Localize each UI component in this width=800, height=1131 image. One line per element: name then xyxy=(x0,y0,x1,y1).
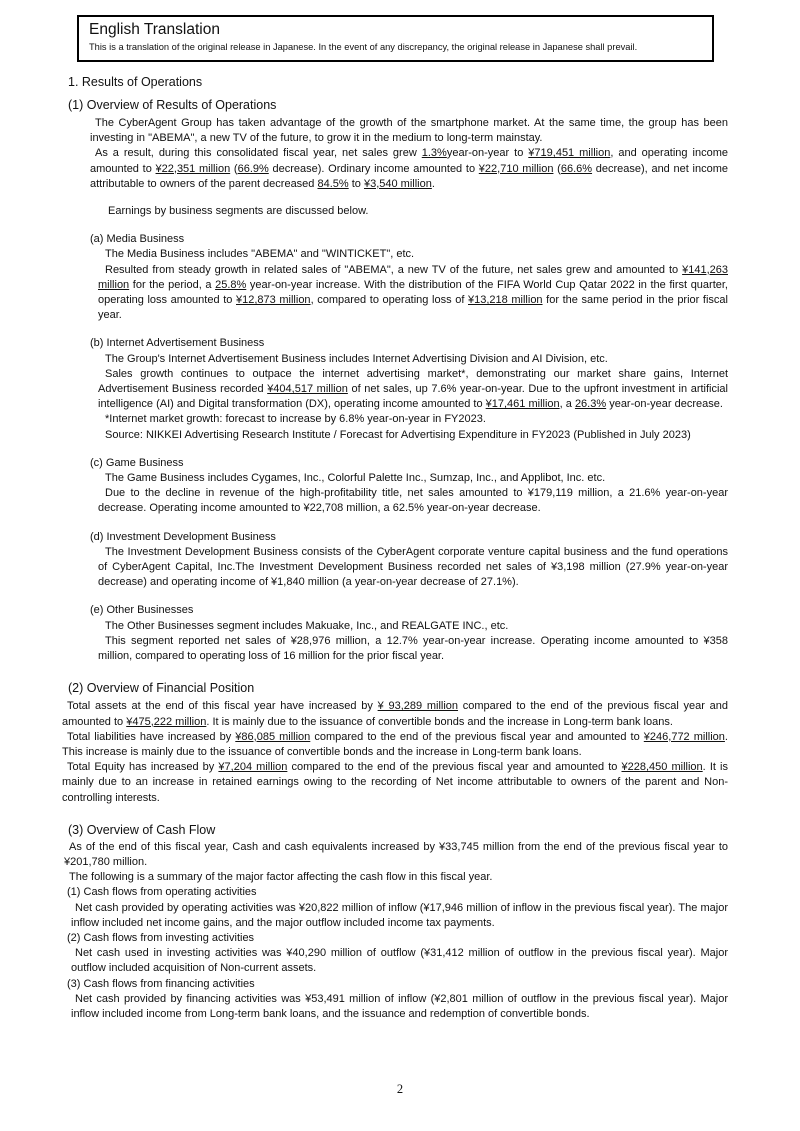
segment-label: (a) Media Business xyxy=(90,233,185,246)
paragraph: As of the end of this fiscal year, Cash and cash equivalents increased by ¥33,745 million from the end of the previous fiscal year to ¥201,780 million. xyxy=(64,840,728,868)
business-segment xyxy=(62,336,728,442)
paragraph: Net cash provided by financing activities was ¥53,491 million of inflow (¥2,801 million of outflow in the previous fiscal year). Major inflow included income from Long-term bank loans, and the issuance and redemption of convertible bonds. xyxy=(71,992,728,1020)
cash-flow-item-label: (3) Cash flows from financing activities xyxy=(67,977,255,990)
business-segment xyxy=(62,456,728,517)
segment-label: (c) Game Business xyxy=(90,456,184,469)
paragraph: Net cash used in investing activities was ¥40,290 million of outflow (¥31,412 million of outflow in the previous fiscal year). Major outflow included acquisition of Non-current assets. xyxy=(71,947,728,975)
segment-body xyxy=(62,352,728,443)
paragraph: Earnings by business segments are discussed below. xyxy=(108,205,369,218)
segment-label: (e) Other Businesses xyxy=(90,604,194,617)
translation-notice-title: English Translation xyxy=(89,21,220,38)
paragraph: Total liabilities have increased by ¥86,085 million compared to the end of the previous fiscal year and amounted to ¥246,772 million. This increase is mainly due to the issuance of convertible bonds and the increase in Long-term bank loans. xyxy=(62,730,728,758)
section-heading-cash-flow: (3) Overview of Cash Flow xyxy=(68,822,216,837)
paragraph: Total Equity has increased by ¥7,204 million compared to the end of the previous fiscal year and amounted to ¥228,450 million. It is mainly due to an increase in retained earnings owing to the recording of Net income attributable to owners of the parent and Non-controlling interests. xyxy=(62,761,729,804)
cash-flow-item xyxy=(62,885,728,931)
page-number: 2 xyxy=(396,1082,404,1096)
business-segment xyxy=(62,530,728,591)
section-cash-flow xyxy=(62,822,728,1022)
cash-flow-item-label: (2) Cash flows from investing activities xyxy=(67,931,255,944)
paragraph: Sales growth continues to outpace the internet advertising market*, demonstrating our market share gains, Internet Advertisement Business recorded ¥404,517 million of net sales, up 7.6% year-on-year. Due to the upfront investment in artificial intelligence (AI) and Digital transformation (DX), operating income amounted to ¥17,461 million, a 26.3% year-on-year decrease. xyxy=(98,367,728,411)
translation-notice-box xyxy=(77,15,714,62)
segment-label: (b) Internet Advertisement Business xyxy=(90,337,265,350)
paragraph: The following is a summary of the major factor affecting the cash flow in this fiscal year. xyxy=(69,871,493,884)
cash-flow-item xyxy=(62,977,728,1023)
segment-body xyxy=(62,545,728,591)
section-financial-position xyxy=(62,680,728,805)
paragraph: Net cash provided by operating activities was ¥20,822 million of inflow (¥17,946 million of inflow in the previous fiscal year). The major inflow included net income gains, and the major outflow included income tax payments. xyxy=(71,901,728,929)
paragraph: This segment reported net sales of ¥28,976 million, a 12.7% year-on-year increase. Operating income amounted to ¥358 million, compared to operating loss of 16 million for the prior fiscal year. xyxy=(98,634,728,663)
segment-body xyxy=(62,247,728,323)
section-heading-overview-results: (1) Overview of Results of Operations xyxy=(68,98,277,112)
business-segment xyxy=(62,232,728,323)
paragraph: *Internet market growth: forecast to increase by 6.8% year-on-year in FY2023. xyxy=(105,413,486,426)
segment-body xyxy=(62,619,728,665)
cash-flow-item-label: (1) Cash flows from operating activities xyxy=(67,886,257,899)
translation-notice-text: This is a translation of the original release in Japanese. In the event of any discrepancy, the original release in Japanese shall prevail. xyxy=(89,42,638,52)
paragraph: The CyberAgent Group has taken advantage of the growth of the smartphone market. At the same time, the group has been investing in "ABEMA", a new TV of the future, to grow it in the medium to long-term mainstay. xyxy=(90,117,728,145)
paragraph: The Other Businesses segment includes Makuake, Inc., and REALGATE INC., etc. xyxy=(105,619,509,632)
paragraph: As a result, during this consolidated fiscal year, net sales grew 1.3%year-on-year to ¥719,451 million, and operating income amounted to ¥22,351 million (66.9% decrease). Ordinary income amounted to ¥22,710 million (66.6% decrease), and net income attributable to owners of the parent decreased 84.5% to ¥3,540 million. xyxy=(90,147,728,190)
section-heading-financial-position: (2) Overview of Financial Position xyxy=(68,681,255,696)
paragraph: The Game Business includes Cygames, Inc., Colorful Palette Inc., Sumzap, Inc., and Applibot, Inc. etc. xyxy=(105,472,606,485)
cash-flow-item xyxy=(62,931,728,977)
business-segment xyxy=(62,603,728,664)
paragraph: Resulted from steady growth in related sales of "ABEMA", a new TV of the future, net sales grew and amounted to ¥141,263 million for the period, a 25.8% year-on-year increase. With the distribution of the FIFA World Cup Qatar 2022 in the first quarter, operating loss amounted to ¥12,873 million, compared to operating loss of ¥13,218 million for the same period in the prior fiscal year. xyxy=(98,263,728,322)
segment-body xyxy=(62,471,728,517)
paragraph: The Group's Internet Advertisement Business includes Internet Advertising Division and AI Division, etc. xyxy=(105,352,608,365)
section-overview-results xyxy=(62,97,728,664)
segment-label: (d) Investment Development Business xyxy=(90,530,276,543)
paragraph: Source: NIKKEI Advertising Research Institute / Forecast for Advertising Expenditure in FY2023 (Published in July 2023) xyxy=(105,428,691,441)
paragraph: Due to the decline in revenue of the high-profitability title, net sales amounted to ¥179,119 million, a 21.6% year-on-year decrease. Operating income amounted to ¥22,708 million, a 62.5% year-on-year decrease. xyxy=(98,487,728,515)
main-heading-results-of-operations: 1. Results of Operations xyxy=(68,75,203,89)
paragraph: Total assets at the end of this fiscal year have increased by ¥ 93,289 million compared to the end of the previous fiscal year and amounted to ¥475,222 million. It is mainly due to the issuance of convertible bonds and the increase in Long-term bank loans. xyxy=(62,700,728,728)
paragraph: The Media Business includes "ABEMA" and "WINTICKET", etc. xyxy=(105,248,415,261)
paragraph: The Investment Development Business consists of the CyberAgent corporate venture capital business and the fund operations of CyberAgent Capital, Inc.The Investment Development Business recorded net sales of ¥3,198 million (27.9% year-on-year decrease) and operating income of ¥1,840 million (a year-on-year decrease of 27.1%). xyxy=(98,545,728,589)
